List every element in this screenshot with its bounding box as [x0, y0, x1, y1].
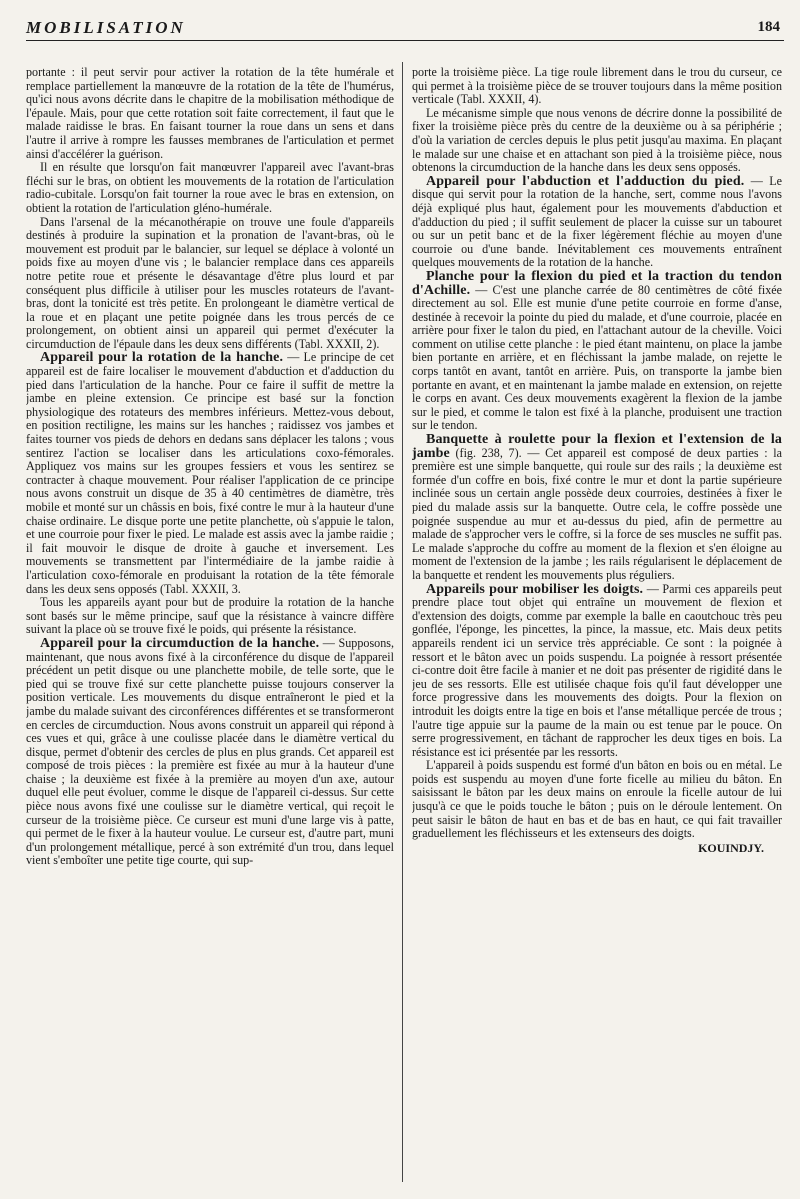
section-text: — Le principe de cet appareil est de faire localiser le mouvement d'abduction et d'adduction du pied dans l'articulation de la hanche. Pour ce faire il suffit de mettre la jambe en pleine extension. Ce principe est basé sur la fonction physiologique des rotateurs des membres inférieurs. Mettez-vous debout, en position rectiligne, les mains sur les hanches ; raidissez vos jambes et faites tourner vos pieds de dehors en dedans sans déplacer les talons ; vous sentirez l'action se localiser dans les articulations coxo-fémorales. Appliquez vos mains sur les groupes fessiers et vous les sentirez se contracter à chaque mouvement. Pour réaliser l'application de ce principe nous avons construit un disque de 35 à 40 centimètres de diamètre, très mobile et monté sur un châssis en bois, fixé contre le mur à la hauteur d'une chaise ordinaire. Le disque porte une petite planchette, où s'appuie le talon, et une courroie pour fixer le pied. Le malade est assis avec la jambe raidie ; il fait mouvoir le disque de droite à gauche et inversement. Les mouvements se transmettent par l'intermédiaire de la jambe raidie à l'articulation coxo-fémorale en produisant la rotation de la tête fémorale dans les deux sens opposés (Tabl. XXXII, 3. [26, 350, 394, 596]
section-heading: Planche pour la flexion du pied et la traction du tendon d'Achille. [412, 268, 782, 298]
running-header [26, 18, 784, 41]
section-heading: Banquette à roulette pour la flexion et l'extension de la jambe [412, 432, 782, 461]
paragraph: Le mécanisme simple que nous venons de décrire donne la possibilité de fixer la troisième pièce près du centre de la deuxième ou à sa périphérie ; d'où la variation de cercles depuis le plus petit jusqu'au maxima. En plaçant le malade sur une chaise et en attachant son pied à la troisième pièce, nous obtenons la circumduction de la hanche dans les deux sens opposés. [412, 105, 782, 175]
section-text: — Le disque qui servit pour la rotation de la hanche, sert, comme nous l'avons déjà expliqué plus haut, également pour les mouvements d'abduction et d'adduction du pied ; il suffit seulement de placer la cuisse sur un tabouret ou sur un petit banc et de la fixer légèrement fléchie au moyen d'une courroie ou d'une bande. Inévitablement ces mouvements entraînent quelques mouvements de la rotation de la hanche. [412, 173, 782, 270]
section-paragraph [26, 637, 394, 868]
paragraph: porte la troisième pièce. La tige roule librement dans le trou du curseur, ce qui permet à la troisième pièce de se trouver toujours dans la même position verticale (Tabl. XXXII, 4). [412, 66, 782, 107]
section-text: — Supposons, maintenant, que nous avons fixé à la circonférence du disque de l'appareil précédent un petit disque ou une planchette mobile, de telle sorte, que le pied qui se trouve fixé sur cette planchette puisse toujours conserver la position verticale. Les mouvements du disque entraîneront le pied et la jambe du malade suivant des circonférences différentes et se transformeront en cercles de circumduction. Nous avons construit un appareil qui répond à ces vues et qui, grâce à une coulisse placée dans le diamètre vertical du disque, permet d'obtenir des cercles de plus en plus grands. Cet appareil est composé de trois pièces : la première est fixée au mur à la hauteur d'une chaise ; la deuxième est fixée à la première au moyen d'un axe, autour duquel elle peut évoluer, comme le disque de l'appareil ci-dessus. Sur cette pièce nous avons fixé une coulisse sur le diamètre vertical, qui reçoit le curseur de la troisième pièce. Ce curseur est muni d'une large vis à patte, qui permet de le fixer à la hauteur voulue. Le curseur est, d'autre part, muni d'un prolongement métallique, percé à son extrémité d'un trou, dans lequel vient s'emboîter une petite tige courte, qui sup- [26, 635, 394, 868]
right-column [412, 66, 782, 1191]
section-paragraph [412, 175, 782, 270]
section-heading: Appareil pour la circumduction de la hanche. [40, 635, 320, 651]
section-text: — Parmi ces appareils peut prendre place tout objet qui entraîne un mouvement de flexion et d'extension des doigts, comme par exemple la balle en caoutchouc très peu gonflée, l'éponge, les pincettes, la pince, la massue, etc. Mais deux petits appareils rendent ici un service très appréciable. Ce sont : la poignée à ressort et le bâton avec un poids suspendu. La poignée à ressort présentée ci-contre doit être facile à manier et ne doit pas présenter de rigidité dans le jeu de ses ressorts. Elle est utilisée chaque fois qu'il faut développer une force progressive dans les mouvements des doigts. Pour la flexion on introduit les doigts entre la tige en bois et l'anse métallique percée de trous ; l'autre tige appuie sur la paume de la main ou est tenue par le pouce. On serre progressivement, en tâchant de rapprocher les deux tiges en bois. La résistance est ici présentée par les ressorts. [412, 581, 782, 759]
section-heading: Appareil pour la rotation de la hanche. [40, 350, 284, 366]
section-paragraph [26, 351, 394, 596]
section-paragraph [412, 583, 782, 760]
paragraph: Il en résulte que lorsqu'on fait manœuvrer l'appareil avec l'avant-bras fléchi sur le bras, on obtient les mouvements de la rotation de l'articulation radio-cubitale. Lorsqu'on fait tourner la roue avec le bras en extension, on obtient la rotation de l'articulation gléno-humérale. [26, 160, 394, 215]
left-column [26, 66, 394, 1191]
section-paragraph [412, 270, 782, 433]
section-heading: Appareil pour l'abduction et l'adduction du pied. [426, 173, 745, 189]
page-number: 184 [757, 19, 780, 35]
paragraph: Dans l'arsenal de la mécanothérapie on trouve une foule d'appareils destinés à produire la supination et la pronation de l'avant-bras, où le mouvement est produit par le balancier, sur lequel se déplace à volonté un poids fixe au moyen d'une vis ; le balancier remplace dans ces appareils notre petite roue et présente le désavantage d'être plus lourd et par conséquent plus difficile à utiliser pour les muscles rotateurs de l'avant-bras, dont la tonicité est très petite. En prolongeant le diamètre vertical de la roue et en plaçant une petite poignée dans les trous percés de ce prolongement, on obtient ainsi un appareil qui permet d'exécuter la circumduction de l'épaule dans les deux sens différents (Tabl. XXXII, 2). [26, 214, 394, 351]
section-paragraph [412, 433, 782, 583]
paragraph: L'appareil à poids suspendu est formé d'un bâton en bois ou en métal. Le poids est suspendu au moyen d'une forte ficelle au milieu du bâton. En saisissant le bâton par les deux mains on enroule la ficelle autour de lui jusqu'à ce que le poids touche le bâton ; puis on le déroule lentement. On peut saisir le bâton de haut en bas et de bas en haut, ce qui fait travailler graduellement les fléchisseurs et les extenseurs des doigts. [412, 758, 782, 841]
section-text: — Cet appareil est composé de deux parties : la première est une simple banquette, qui roule sur des rails ; la deuxième est formée d'un coffre en bois, fixé contre le mur et dont la partie supérieure inclinée sous un certain angle possède deux courroies, destinées à fixer le pied du malade assis sur la banquette. Outre cela, le coffre possède une poignée suspendue au mur et au-dessus du pied, afin de permettre au malade de s'approcher vers le coffre, si la force de ses muscles ne suffit pas. Le malade s'approche du coffre au moment de la flexion et s'en éloigne au moment de l'extension de la jambe ; les rails régularisent le déplacement de la banquette et rendent les mouvements plus réguliers. [412, 445, 782, 582]
running-title: MOBILISATION [26, 18, 186, 37]
author-signature: KOUINDJY. [698, 840, 764, 855]
column-divider [402, 62, 403, 1182]
section-text: — C'est une planche carrée de 80 centimètres de côté fixée directement au sol. Elle est munie d'une petite courroie en forme d'anse, destinée à recevoir la pointe du pied du malade, et d'une courroie, placée en arrière pour fixer le talon du pied, en l'attachant autour de la cheville. Voici comment on utilise cette planche : le pied étant maintenu, on place la jambe bien portante en arrière, et en fléchissant la jambe malade, on rejette le corps tantôt en avant, tantôt en arrière. Puis, on transporte la jambe bien portante en avant, et en maintenant la jambe malade en extension, on rejette le corps en avant. Ces deux mouvements exagèrent la flexion de la jambe sur le pied, et comme le talon est fixé à la planche, produisent une traction sur le tendon. [412, 282, 782, 433]
paragraph: portante : il peut servir pour activer la rotation de la tête humérale et remplace partiellement la manœuvre de la rotation de la tête de l'humérus, qu'ici nous avons décrite dans le chapitre de la mobilisation méthodique de l'épaule. Mais, pour que cette rotation soit faite correctement, il faut que le malade raidisse le bras. En faisant tourner la roue dans un sens et dans l'autre il arrive à rompre les fausses membranes de l'articulation et permet ainsi d'accélérer la guérison. [26, 66, 394, 161]
figure-reference: (fig. 238, 7). [449, 445, 522, 460]
paragraph: Tous les appareils ayant pour but de produire la rotation de la hanche sont basés sur le même principe, sauf que la résistance à vaincre diffère suivant la place où se trouve fixé le poids, qui présente la résistance. [26, 595, 394, 637]
section-heading: Appareils pour mobiliser les doigts. [426, 581, 644, 597]
